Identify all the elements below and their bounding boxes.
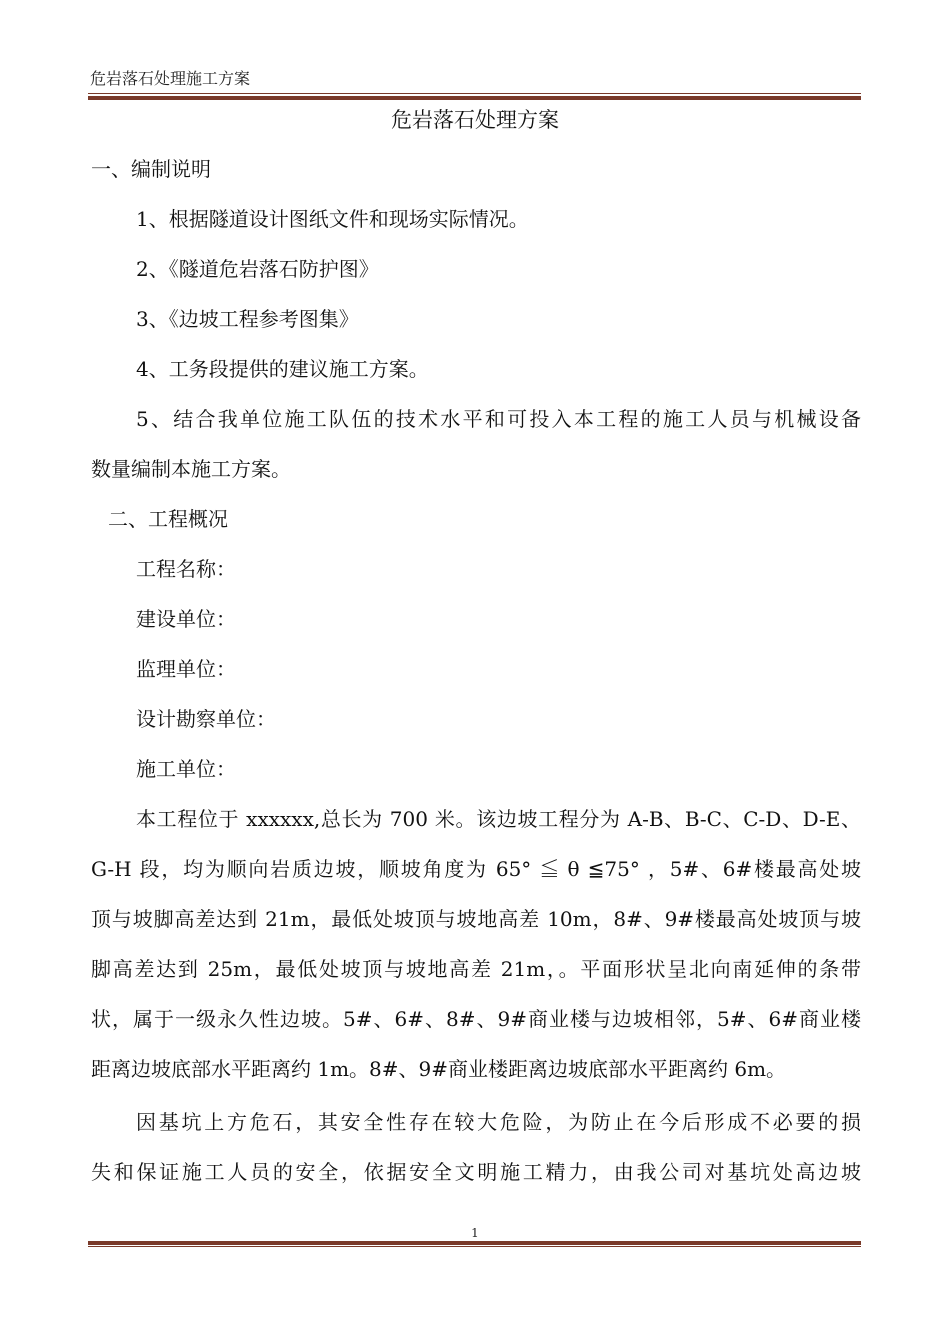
page-number: 1 <box>471 1226 479 1240</box>
footer-rule-thick <box>88 1241 861 1245</box>
section-heading-1: 一、编制说明 <box>91 157 211 181</box>
list-item: 4、工务段提供的建议施工方案。 <box>136 357 429 381</box>
list-item: 2、《隧道危岩落石防护图》 <box>136 257 379 281</box>
field-supervisor: 监理单位： <box>136 657 236 681</box>
field-project-name: 工程名称： <box>136 557 236 581</box>
footer-rule-thin <box>88 1246 861 1247</box>
field-client: 建设单位： <box>136 607 236 631</box>
field-contractor: 施工单位： <box>136 757 236 781</box>
paragraph-line: G-H 段，均为顺向岩质边坡，顺坡角度为 65° ≦ θ ≦75° ，5#、6#楼最高处坡 <box>91 857 861 881</box>
field-design-survey: 设计勘察单位： <box>136 707 276 731</box>
list-item: 5、结合我单位施工队伍的技术水平和可投入本工程的施工人员与机械设备 <box>136 407 861 431</box>
paragraph-line: 失和保证施工人员的安全，依据安全文明施工精力，由我公司对基坑处高边坡 <box>91 1160 861 1184</box>
list-item: 3、《边坡工程参考图集》 <box>136 307 359 331</box>
paragraph-line: 本工程位于 xxxxxx,总长为 700 米。该边坡工程分为 A-B、B-C、C-D、D-E、 <box>136 807 861 831</box>
paragraph-line: 状，属于一级永久性边坡。5#、6#、8#、9#商业楼与边坡相邻，5#、6#商业楼 <box>91 1007 861 1031</box>
list-item: 1、根据隧道设计图纸文件和现场实际情况。 <box>136 207 529 231</box>
header-title: 危岩落石处理施工方案 <box>90 69 251 88</box>
paragraph-line: 因基坑上方危石，其安全性存在较大危险，为防止在今后形成不必要的损 <box>136 1110 861 1134</box>
document-title: 危岩落石处理方案 <box>391 108 559 132</box>
paragraph-line: 顶与坡脚高差达到 21m，最低处坡顶与坡地高差 10m，8#、9#楼最高处坡顶与坡 <box>91 907 861 931</box>
header-rule-thick <box>88 96 861 100</box>
header-rule-thin <box>88 93 861 94</box>
paragraph-line: 脚高差达到 25m，最低处坡顶与坡地高差 21m，。平面形状呈北向南延伸的条带 <box>91 957 861 981</box>
section-heading-2: 二、工程概况 <box>108 507 228 531</box>
list-item-continuation: 数量编制本施工方案。 <box>91 457 291 481</box>
paragraph-line: 距离边坡底部水平距离约 1m。8#、9#商业楼距离边坡底部水平距离约 6m。 <box>91 1057 787 1081</box>
